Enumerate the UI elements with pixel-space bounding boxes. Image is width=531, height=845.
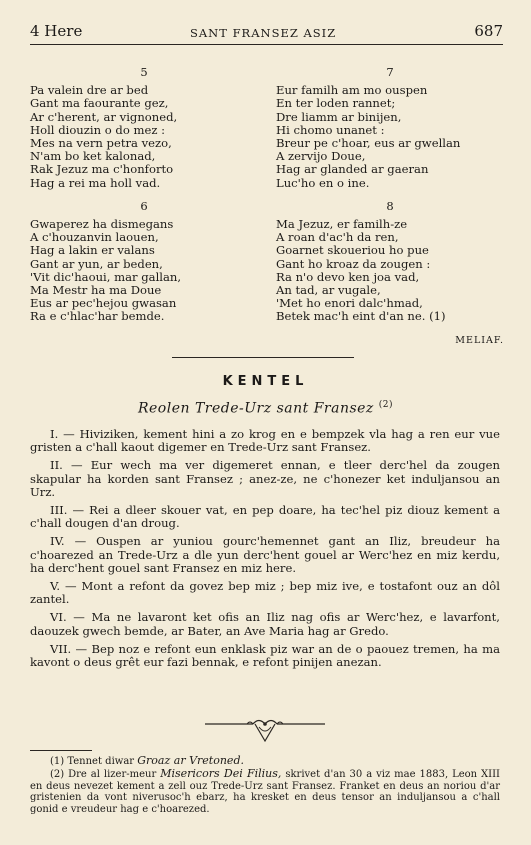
verse-line: 'Met ho enori dalc'hmad, bbox=[276, 296, 423, 311]
verse-line: Pa valein dre ar bed bbox=[30, 83, 149, 98]
section-title: KENTEL bbox=[222, 374, 309, 389]
footnote-ref: (2) bbox=[378, 400, 394, 410]
rule-paragraph: VII. — Bep noz e refont eun enklask piz war an de o paouez tremen, ha ma kavont o deus grêt eur fazi bennak, e refont pinijen anezan. bbox=[30, 641, 500, 670]
verse-line: Hag a lakin er valans bbox=[30, 243, 155, 258]
poem-left-column bbox=[30, 66, 258, 334]
page-header bbox=[30, 22, 503, 45]
rule-paragraph: V. — Mont a refont da govez bep miz ; bep miz ive, e tostafont ouz an dôl zantel. bbox=[30, 579, 500, 607]
section-subtitle bbox=[0, 400, 531, 417]
rule-paragraph: II. — Eur wech ma ver digemeret ennan, e tleer derc'hel da zougen skapular ha korden sant Fransez ; anez-ze, ne c'honezer ket induljansou an Urz. bbox=[30, 458, 500, 499]
verse-line: Ra e c'hlac'har bemde. bbox=[30, 309, 165, 324]
stanza-8 bbox=[276, 200, 504, 324]
footnote-divider bbox=[30, 750, 92, 751]
running-title: SANT FRANSEZ ASIZ bbox=[190, 26, 337, 40]
footnotes bbox=[30, 755, 500, 816]
verse-line: Gant ar yun, ar beden, bbox=[30, 256, 163, 271]
signature-mark: 4 Here bbox=[30, 22, 83, 40]
verse-line: Hag ar glanded ar gaeran bbox=[276, 162, 429, 177]
verse-line: Gant ho kroaz da zougen : bbox=[276, 256, 431, 271]
stanza-number: 5 bbox=[140, 65, 148, 79]
verse-line: Ra n'o devo ken joa vad, bbox=[276, 269, 420, 284]
verse-line: Ar c'herent, ar vignoned, bbox=[30, 109, 178, 124]
verse-line: Hi chomo unanet : bbox=[276, 122, 385, 137]
ornament-icon bbox=[205, 715, 325, 745]
verse-line: Eur familh am mo ouspen bbox=[276, 83, 428, 98]
verse-line: Ma Mestr ha ma Doue bbox=[30, 283, 162, 298]
verse-line: Gwaperez ha dismegans bbox=[30, 217, 174, 232]
rule-paragraph: IV. — Ouspen ar yuniou gourc'hemennet gant an Iliz, breudeur ha c'hoarezed an Trede-Urz a dle yun derc'hent gouel ar Werc'hez en miz kerdu, ha derc'hent gouel sant Fransez en miz here. bbox=[30, 534, 500, 575]
stanza-number: 6 bbox=[140, 198, 148, 213]
rule-paragraph: VI. — Ma ne lavaront ket ofis an Iliz nag ofis ar Werc'hez, e lavarfont, daouzek gwech bemde, ar Bater, an Ave Maria hag ar Gredo. bbox=[30, 610, 500, 638]
verse-line: Rak Jezuz ma c'honforto bbox=[30, 162, 174, 177]
verse-line: An tad, ar vugale, bbox=[276, 283, 381, 298]
footnote-text: Dre al lizer-meur bbox=[68, 768, 157, 780]
rules-list bbox=[30, 428, 500, 674]
footnote-text: Tennet diwar bbox=[67, 756, 135, 767]
verse-line: Gant ma faourante gez, bbox=[30, 96, 169, 111]
page-number: 687 bbox=[474, 22, 503, 40]
footnote-marker: (1) bbox=[50, 756, 65, 767]
footnote-marker: (2) bbox=[50, 768, 65, 780]
poem-signature: MELIAF. bbox=[455, 334, 504, 346]
verse-line: Luc'ho en o ine. bbox=[276, 175, 370, 190]
rule-paragraph: III. — Rei a dleer skouer vat, en pep doare, ha tec'hel piz diouz kement a c'hall dougen d'an droug. bbox=[30, 503, 500, 531]
section-divider bbox=[172, 357, 354, 358]
footnote bbox=[30, 768, 500, 816]
rule-paragraph: I. — Hiviziken, kement hini a zo krog en e bempzek vla hag a ren eur vue gristen a c'hall kaout digemer en Trede-Urz sant Fransez. bbox=[30, 427, 500, 455]
stanza-6 bbox=[30, 200, 258, 324]
verse-line: 'Vit dic'haoui, mar gallan, bbox=[30, 269, 182, 284]
subtitle-text: Reolen Trede-Urz sant Fransez bbox=[137, 400, 374, 417]
verse-line: Betek mac'h eint d'an ne. (1) bbox=[276, 309, 446, 324]
verse-line: Holl diouzin o do mez : bbox=[30, 122, 166, 137]
footnote-title: Misericors Dei Filius, bbox=[160, 766, 282, 780]
footnote-text: skrivet d'an 30 a viz mae 1883, Leon XIII en deus nevezet kement a zell ouz Trede-Urz sant Fransez. Franket en deus an noriou d'ar gristenien da vont niverusoc'h ebarz, ha kresket en deus tensor an induljansou a c'hall gonid e vreudeur hag e c'hoarezed. bbox=[30, 768, 500, 816]
verse-line: Dre liamm ar binijen, bbox=[276, 109, 402, 124]
stanza-number: 8 bbox=[386, 198, 394, 213]
verse-line: Mes na vern petra vezo, bbox=[30, 136, 172, 151]
stanza-7 bbox=[276, 66, 504, 190]
verse-line: A zervijo Doue, bbox=[276, 149, 366, 164]
verse-line: Hag a rei ma holl vad. bbox=[30, 175, 161, 190]
poem-right-column bbox=[276, 66, 504, 347]
verse-line: A c'houzanvin laouen, bbox=[30, 230, 159, 245]
stanza-number: 7 bbox=[386, 65, 394, 79]
verse-line: Goarnet skoueriou ho pue bbox=[276, 243, 429, 258]
verse-line: A roan d'ac'h da ren, bbox=[276, 230, 399, 245]
verse-line: Breur pe c'hoar, eus ar gwellan bbox=[276, 136, 461, 151]
verse-line: N'am bo ket kalonad, bbox=[30, 149, 156, 164]
verse-line: Eus ar pec'hejou gwasan bbox=[30, 296, 177, 311]
stanza-5 bbox=[30, 66, 258, 190]
verse-line: Ma Jezuz, er familh-ze bbox=[276, 217, 408, 232]
footnote-title: Groaz ar Vretoned. bbox=[137, 754, 244, 767]
verse-line: En ter loden rannet; bbox=[276, 96, 396, 111]
